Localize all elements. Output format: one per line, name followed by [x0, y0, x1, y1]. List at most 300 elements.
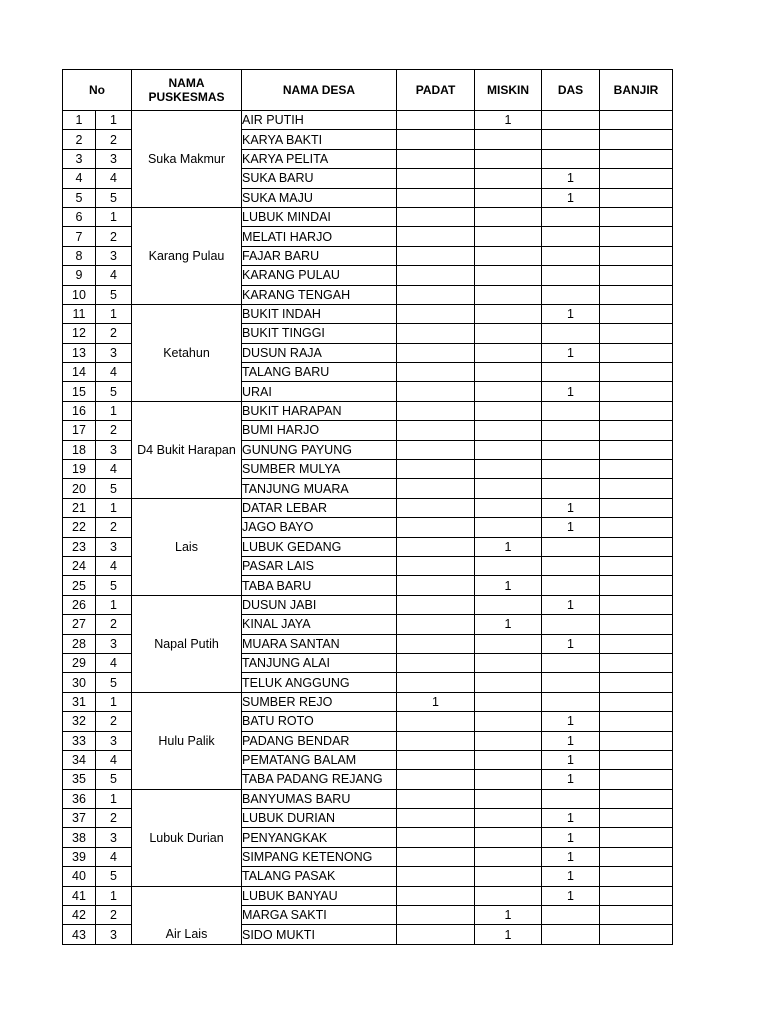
header-padat: PADAT — [397, 70, 475, 111]
puskesmas-name: Napal Putih — [132, 595, 242, 692]
miskin-value — [475, 479, 542, 498]
desa-name: LUBUK BANYAU — [242, 886, 397, 905]
header-no: No — [63, 70, 132, 111]
miskin-value — [475, 634, 542, 653]
desa-name: SUMBER MULYA — [242, 460, 397, 479]
desa-name: URAI — [242, 382, 397, 401]
desa-name: BUMI HARJO — [242, 421, 397, 440]
banjir-value — [600, 906, 673, 925]
desa-name: MUARA SANTAN — [242, 634, 397, 653]
desa-name: DUSUN RAJA — [242, 343, 397, 362]
row-number: 16 — [63, 401, 96, 420]
padat-value — [397, 149, 475, 168]
row-number: 17 — [63, 421, 96, 440]
row-number: 34 — [63, 750, 96, 769]
miskin-value — [475, 498, 542, 517]
padat-value — [397, 789, 475, 808]
desa-name: KARYA BAKTI — [242, 130, 397, 149]
padat-value — [397, 479, 475, 498]
row-number: 4 — [63, 169, 96, 188]
das-value: 1 — [542, 770, 600, 789]
row-number: 38 — [63, 828, 96, 847]
padat-value — [397, 266, 475, 285]
banjir-value — [600, 692, 673, 711]
desa-name: SUKA BARU — [242, 169, 397, 188]
row-sub-number: 1 — [96, 111, 132, 130]
row-sub-number: 2 — [96, 809, 132, 828]
miskin-value — [475, 246, 542, 265]
banjir-value — [600, 518, 673, 537]
desa-name: LUBUK MINDAI — [242, 207, 397, 226]
miskin-value — [475, 750, 542, 769]
padat-value — [397, 537, 475, 556]
padat-value — [397, 498, 475, 517]
banjir-value — [600, 149, 673, 168]
row-number: 24 — [63, 556, 96, 575]
banjir-value — [600, 634, 673, 653]
banjir-value — [600, 537, 673, 556]
row-number: 14 — [63, 363, 96, 382]
table-row — [63, 304, 673, 323]
puskesmas-name: Ketahun — [132, 304, 242, 401]
padat-value — [397, 925, 475, 944]
row-number: 13 — [63, 343, 96, 362]
row-number: 15 — [63, 382, 96, 401]
miskin-value — [475, 789, 542, 808]
desa-name: PENYANGKAK — [242, 828, 397, 847]
header-desa: NAMA DESA — [242, 70, 397, 111]
row-number: 36 — [63, 789, 96, 808]
das-value: 1 — [542, 382, 600, 401]
row-sub-number: 5 — [96, 576, 132, 595]
banjir-value — [600, 886, 673, 905]
desa-name: TALANG PASAK — [242, 867, 397, 886]
row-sub-number: 4 — [96, 266, 132, 285]
das-value — [542, 285, 600, 304]
row-number: 12 — [63, 324, 96, 343]
desa-name: TALANG BARU — [242, 363, 397, 382]
row-sub-number: 1 — [96, 886, 132, 905]
row-number: 29 — [63, 653, 96, 672]
das-value — [542, 266, 600, 285]
row-sub-number: 2 — [96, 615, 132, 634]
row-number: 6 — [63, 207, 96, 226]
padat-value — [397, 615, 475, 634]
table-header — [63, 70, 673, 111]
row-sub-number: 4 — [96, 169, 132, 188]
table-row — [63, 401, 673, 420]
row-sub-number: 4 — [96, 556, 132, 575]
das-value: 1 — [542, 847, 600, 866]
das-value — [542, 207, 600, 226]
village-table — [62, 69, 673, 945]
miskin-value — [475, 266, 542, 285]
das-value: 1 — [542, 731, 600, 750]
banjir-value — [600, 576, 673, 595]
banjir-value — [600, 828, 673, 847]
das-value — [542, 324, 600, 343]
desa-name: TELUK ANGGUNG — [242, 673, 397, 692]
row-sub-number: 5 — [96, 285, 132, 304]
row-sub-number: 2 — [96, 712, 132, 731]
puskesmas-name: Lubuk Durian — [132, 789, 242, 886]
desa-name: SIMPANG KETENONG — [242, 847, 397, 866]
row-number: 35 — [63, 770, 96, 789]
padat-value — [397, 518, 475, 537]
das-value — [542, 906, 600, 925]
padat-value — [397, 750, 475, 769]
banjir-value — [600, 188, 673, 207]
row-number: 21 — [63, 498, 96, 517]
row-sub-number: 1 — [96, 304, 132, 323]
miskin-value: 1 — [475, 615, 542, 634]
banjir-value — [600, 382, 673, 401]
row-number: 42 — [63, 906, 96, 925]
padat-value — [397, 595, 475, 614]
table-row — [63, 111, 673, 130]
das-value: 1 — [542, 518, 600, 537]
row-sub-number: 1 — [96, 401, 132, 420]
banjir-value — [600, 712, 673, 731]
miskin-value — [475, 518, 542, 537]
row-number: 11 — [63, 304, 96, 323]
row-number: 7 — [63, 227, 96, 246]
padat-value — [397, 731, 475, 750]
row-sub-number: 3 — [96, 246, 132, 265]
row-sub-number: 4 — [96, 847, 132, 866]
miskin-value — [475, 653, 542, 672]
desa-name: PEMATANG BALAM — [242, 750, 397, 769]
das-value: 1 — [542, 188, 600, 207]
banjir-value — [600, 615, 673, 634]
padat-value — [397, 324, 475, 343]
das-value — [542, 615, 600, 634]
padat-value — [397, 363, 475, 382]
miskin-value: 1 — [475, 111, 542, 130]
miskin-value — [475, 460, 542, 479]
das-value — [542, 421, 600, 440]
row-sub-number: 5 — [96, 382, 132, 401]
row-sub-number: 4 — [96, 460, 132, 479]
das-value: 1 — [542, 867, 600, 886]
desa-name: GUNUNG PAYUNG — [242, 440, 397, 459]
padat-value — [397, 188, 475, 207]
desa-name: SUMBER REJO — [242, 692, 397, 711]
header-miskin: MISKIN — [475, 70, 542, 111]
row-number: 25 — [63, 576, 96, 595]
das-value — [542, 401, 600, 420]
padat-value — [397, 304, 475, 323]
miskin-value — [475, 227, 542, 246]
row-sub-number: 1 — [96, 498, 132, 517]
row-sub-number: 5 — [96, 188, 132, 207]
miskin-value — [475, 867, 542, 886]
miskin-value: 1 — [475, 576, 542, 595]
miskin-value — [475, 692, 542, 711]
padat-value — [397, 770, 475, 789]
row-number: 23 — [63, 537, 96, 556]
banjir-value — [600, 460, 673, 479]
banjir-value — [600, 304, 673, 323]
row-sub-number: 2 — [96, 906, 132, 925]
puskesmas-name: Lais — [132, 498, 242, 595]
row-number: 22 — [63, 518, 96, 537]
banjir-value — [600, 809, 673, 828]
row-number: 18 — [63, 440, 96, 459]
banjir-value — [600, 343, 673, 362]
puskesmas-name: Karang Pulau — [132, 207, 242, 304]
miskin-value — [475, 828, 542, 847]
das-value: 1 — [542, 809, 600, 828]
row-number: 2 — [63, 130, 96, 149]
desa-name: SUKA MAJU — [242, 188, 397, 207]
padat-value — [397, 130, 475, 149]
row-sub-number: 2 — [96, 518, 132, 537]
banjir-value — [600, 207, 673, 226]
table-row — [63, 498, 673, 517]
das-value — [542, 227, 600, 246]
miskin-value — [475, 673, 542, 692]
table-row — [63, 886, 673, 905]
banjir-value — [600, 246, 673, 265]
desa-name: PADANG BENDAR — [242, 731, 397, 750]
banjir-value — [600, 421, 673, 440]
das-value — [542, 460, 600, 479]
padat-value — [397, 828, 475, 847]
das-value — [542, 537, 600, 556]
desa-name: TABA PADANG REJANG — [242, 770, 397, 789]
row-sub-number: 3 — [96, 149, 132, 168]
miskin-value — [475, 304, 542, 323]
das-value — [542, 479, 600, 498]
table-row — [63, 595, 673, 614]
puskesmas-name: D4 Bukit Harapan — [132, 401, 242, 498]
header-puskesmas-line2: PUSKESMAS — [148, 90, 225, 104]
desa-name: LUBUK GEDANG — [242, 537, 397, 556]
desa-name: FAJAR BARU — [242, 246, 397, 265]
das-value: 1 — [542, 498, 600, 517]
das-value: 1 — [542, 712, 600, 731]
row-number: 9 — [63, 266, 96, 285]
das-value — [542, 925, 600, 944]
padat-value — [397, 246, 475, 265]
banjir-value — [600, 595, 673, 614]
padat-value — [397, 421, 475, 440]
banjir-value — [600, 770, 673, 789]
banjir-value — [600, 847, 673, 866]
row-sub-number: 5 — [96, 770, 132, 789]
padat-value — [397, 653, 475, 672]
banjir-value — [600, 130, 673, 149]
das-value — [542, 130, 600, 149]
banjir-value — [600, 925, 673, 944]
das-value — [542, 111, 600, 130]
banjir-value — [600, 440, 673, 459]
row-sub-number: 3 — [96, 731, 132, 750]
row-number: 31 — [63, 692, 96, 711]
row-sub-number: 5 — [96, 867, 132, 886]
row-number: 8 — [63, 246, 96, 265]
padat-value — [397, 207, 475, 226]
row-number: 19 — [63, 460, 96, 479]
das-value — [542, 556, 600, 575]
row-number: 5 — [63, 188, 96, 207]
das-value: 1 — [542, 304, 600, 323]
desa-name: KINAL JAYA — [242, 615, 397, 634]
desa-name: PASAR LAIS — [242, 556, 397, 575]
miskin-value — [475, 188, 542, 207]
row-sub-number: 3 — [96, 343, 132, 362]
das-value — [542, 576, 600, 595]
desa-name: TANJUNG ALAI — [242, 653, 397, 672]
desa-name: LUBUK DURIAN — [242, 809, 397, 828]
row-number: 10 — [63, 285, 96, 304]
table-row — [63, 207, 673, 226]
banjir-value — [600, 750, 673, 769]
das-value: 1 — [542, 595, 600, 614]
banjir-value — [600, 867, 673, 886]
miskin-value — [475, 169, 542, 188]
miskin-value — [475, 324, 542, 343]
miskin-value — [475, 847, 542, 866]
padat-value — [397, 886, 475, 905]
miskin-value — [475, 363, 542, 382]
miskin-value — [475, 401, 542, 420]
padat-value — [397, 401, 475, 420]
table-row — [63, 692, 673, 711]
miskin-value — [475, 556, 542, 575]
desa-name: JAGO BAYO — [242, 518, 397, 537]
miskin-value — [475, 886, 542, 905]
miskin-value — [475, 285, 542, 304]
padat-value — [397, 906, 475, 925]
row-number: 37 — [63, 809, 96, 828]
padat-value — [397, 556, 475, 575]
row-number: 20 — [63, 479, 96, 498]
desa-name: BUKIT HARAPAN — [242, 401, 397, 420]
miskin-value: 1 — [475, 906, 542, 925]
miskin-value — [475, 809, 542, 828]
header-puskesmas-line1: NAMA — [168, 76, 205, 90]
das-value: 1 — [542, 828, 600, 847]
miskin-value — [475, 382, 542, 401]
banjir-value — [600, 285, 673, 304]
row-sub-number: 2 — [96, 324, 132, 343]
miskin-value — [475, 149, 542, 168]
row-number: 3 — [63, 149, 96, 168]
desa-name: BUKIT TINGGI — [242, 324, 397, 343]
row-number: 41 — [63, 886, 96, 905]
row-sub-number: 1 — [96, 789, 132, 808]
table-body — [63, 111, 673, 945]
das-value — [542, 673, 600, 692]
padat-value — [397, 440, 475, 459]
row-number: 32 — [63, 712, 96, 731]
row-number: 27 — [63, 615, 96, 634]
miskin-value — [475, 731, 542, 750]
header-banjir: BANJIR — [600, 70, 673, 111]
row-sub-number: 3 — [96, 634, 132, 653]
row-sub-number: 4 — [96, 363, 132, 382]
padat-value — [397, 673, 475, 692]
das-value — [542, 363, 600, 382]
banjir-value — [600, 266, 673, 285]
row-sub-number: 2 — [96, 421, 132, 440]
banjir-value — [600, 653, 673, 672]
row-sub-number: 2 — [96, 130, 132, 149]
das-value: 1 — [542, 634, 600, 653]
das-value — [542, 692, 600, 711]
puskesmas-name: Suka Makmur — [132, 111, 242, 208]
desa-name: MARGA SAKTI — [242, 906, 397, 925]
das-value — [542, 246, 600, 265]
banjir-value — [600, 789, 673, 808]
header-puskesmas — [132, 70, 242, 111]
desa-name: BUKIT INDAH — [242, 304, 397, 323]
desa-name: BATU ROTO — [242, 712, 397, 731]
das-value — [542, 440, 600, 459]
banjir-value — [600, 324, 673, 343]
row-sub-number: 4 — [96, 653, 132, 672]
padat-value — [397, 634, 475, 653]
header-das: DAS — [542, 70, 600, 111]
miskin-value — [475, 207, 542, 226]
das-value: 1 — [542, 343, 600, 362]
miskin-value: 1 — [475, 537, 542, 556]
row-number: 43 — [63, 925, 96, 944]
row-number: 1 — [63, 111, 96, 130]
row-sub-number: 4 — [96, 750, 132, 769]
row-sub-number: 2 — [96, 227, 132, 246]
desa-name: DATAR LEBAR — [242, 498, 397, 517]
row-sub-number: 1 — [96, 692, 132, 711]
banjir-value — [600, 479, 673, 498]
banjir-value — [600, 111, 673, 130]
row-number: 40 — [63, 867, 96, 886]
row-number: 39 — [63, 847, 96, 866]
das-value: 1 — [542, 750, 600, 769]
miskin-value: 1 — [475, 925, 542, 944]
row-sub-number: 3 — [96, 828, 132, 847]
desa-name: AIR PUTIH — [242, 111, 397, 130]
padat-value — [397, 285, 475, 304]
banjir-value — [600, 169, 673, 188]
padat-value: 1 — [397, 692, 475, 711]
row-number: 30 — [63, 673, 96, 692]
miskin-value — [475, 130, 542, 149]
padat-value — [397, 343, 475, 362]
banjir-value — [600, 673, 673, 692]
das-value — [542, 789, 600, 808]
desa-name: DUSUN JABI — [242, 595, 397, 614]
desa-name: KARANG PULAU — [242, 266, 397, 285]
banjir-value — [600, 731, 673, 750]
desa-name: TABA BARU — [242, 576, 397, 595]
row-sub-number: 5 — [96, 479, 132, 498]
padat-value — [397, 382, 475, 401]
row-sub-number: 1 — [96, 207, 132, 226]
row-number: 28 — [63, 634, 96, 653]
desa-name: SIDO MUKTI — [242, 925, 397, 944]
padat-value — [397, 867, 475, 886]
row-sub-number: 3 — [96, 537, 132, 556]
row-sub-number: 5 — [96, 673, 132, 692]
banjir-value — [600, 498, 673, 517]
miskin-value — [475, 421, 542, 440]
das-value: 1 — [542, 886, 600, 905]
padat-value — [397, 169, 475, 188]
header-row — [63, 70, 673, 111]
